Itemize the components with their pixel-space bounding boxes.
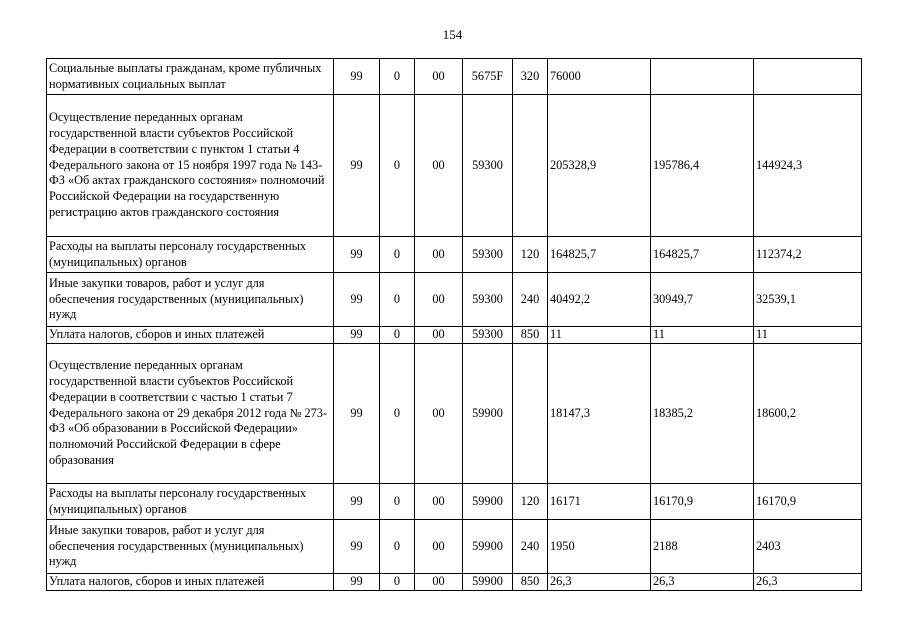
amount-year1-cell: 26,3 [548,574,651,591]
expense-name-cell: Иные закупки товаров, работ и услуг для обеспечения государственных (муниципальных) нужд [47,273,334,327]
amount-year1-cell: 1950 [548,520,651,574]
amount-year2-cell [651,59,754,95]
table-row [47,95,862,237]
code-cell: 99 [334,520,380,574]
expense-type-cell: 120 [513,484,548,520]
amount-year3-cell: 18600,2 [754,344,862,484]
code-cell: 99 [334,273,380,327]
code-cell: 0 [380,344,415,484]
amount-year3-cell: 112374,2 [754,237,862,273]
code-cell: 00 [415,59,463,95]
amount-year2-cell: 16170,9 [651,484,754,520]
amount-year2-cell: 26,3 [651,574,754,591]
code-cell: 99 [334,327,380,344]
code-cell: 0 [380,520,415,574]
code-cell: 00 [415,520,463,574]
expense-name-cell: Расходы на выплаты персоналу государственных (муниципальных) органов [47,237,334,273]
code-cell: 0 [380,484,415,520]
amount-year3-cell: 16170,9 [754,484,862,520]
code-cell: 0 [380,237,415,273]
code-cell: 00 [415,327,463,344]
expense-name-cell: Уплата налогов, сборов и иных платежей [47,574,334,591]
table-body [47,59,862,591]
code-cell: 00 [415,484,463,520]
code-cell: 99 [334,59,380,95]
code-cell: 00 [415,95,463,237]
target-article-cell: 59900 [463,520,513,574]
code-cell: 0 [380,327,415,344]
code-cell: 0 [380,95,415,237]
target-article-cell: 59300 [463,237,513,273]
table-row [47,237,862,273]
code-cell: 99 [334,344,380,484]
table-row [47,344,862,484]
expense-name-cell: Социальные выплаты гражданам, кроме публичных нормативных социальных выплат [47,59,334,95]
expense-type-cell: 240 [513,520,548,574]
expense-name-cell: Уплата налогов, сборов и иных платежей [47,327,334,344]
table-row [47,59,862,95]
amount-year2-cell: 30949,7 [651,273,754,327]
table-row [47,574,862,591]
code-cell: 99 [334,95,380,237]
target-article-cell: 59900 [463,344,513,484]
amount-year2-cell: 11 [651,327,754,344]
amount-year3-cell [754,59,862,95]
amount-year2-cell: 164825,7 [651,237,754,273]
expense-name-cell: Расходы на выплаты персоналу государственных (муниципальных) органов [47,484,334,520]
expense-type-cell: 850 [513,574,548,591]
amount-year1-cell: 18147,3 [548,344,651,484]
amount-year3-cell: 26,3 [754,574,862,591]
page-number: 154 [442,27,463,42]
amount-year1-cell: 11 [548,327,651,344]
expense-type-cell [513,344,548,484]
code-cell: 0 [380,59,415,95]
code-cell: 00 [415,574,463,591]
target-article-cell: 59300 [463,273,513,327]
amount-year2-cell: 18385,2 [651,344,754,484]
amount-year3-cell: 144924,3 [754,95,862,237]
amount-year1-cell: 205328,9 [548,95,651,237]
expense-type-cell [513,95,548,237]
amount-year1-cell: 164825,7 [548,237,651,273]
code-cell: 00 [415,344,463,484]
amount-year3-cell: 32539,1 [754,273,862,327]
expense-name-cell: Осуществление переданных органам государственной власти субъектов Российской Федерации в соответствии с пунктом 1 статьи 4 Федерального закона от 15 ноября 1997 года № 143-ФЗ «Об актах гражданского состояния» полномочий Российской Федерации на государственную регистрацию актов гражданского состояния [47,95,334,237]
code-cell: 99 [334,237,380,273]
table-row [47,327,862,344]
code-cell: 99 [334,484,380,520]
table-row [47,484,862,520]
expense-type-cell: 850 [513,327,548,344]
amount-year1-cell: 40492,2 [548,273,651,327]
table-row [47,273,862,327]
code-cell: 00 [415,273,463,327]
code-cell: 99 [334,574,380,591]
target-article-cell: 59300 [463,327,513,344]
expense-name-cell: Осуществление переданных органам государственной власти субъектов Российской Федерации в соответствии с частью 1 статьи 7 Федерального закона от 29 декабря 2012 года № 273-ФЗ «Об образовании в Российской Федерации» полномочий Российской Федерации в сфере образования [47,344,334,484]
expense-type-cell: 120 [513,237,548,273]
amount-year1-cell: 76000 [548,59,651,95]
code-cell: 0 [380,574,415,591]
amount-year2-cell: 195786,4 [651,95,754,237]
amount-year2-cell: 2188 [651,520,754,574]
budget-table [46,58,862,591]
expense-name-cell: Иные закупки товаров, работ и услуг для обеспечения государственных (муниципальных) нужд [47,520,334,574]
target-article-cell: 59300 [463,95,513,237]
target-article-cell: 59900 [463,574,513,591]
code-cell: 0 [380,273,415,327]
expense-type-cell: 240 [513,273,548,327]
code-cell: 00 [415,237,463,273]
amount-year3-cell: 2403 [754,520,862,574]
amount-year3-cell: 11 [754,327,862,344]
table-row [47,520,862,574]
amount-year1-cell: 16171 [548,484,651,520]
target-article-cell: 5675F [463,59,513,95]
expense-type-cell: 320 [513,59,548,95]
target-article-cell: 59900 [463,484,513,520]
